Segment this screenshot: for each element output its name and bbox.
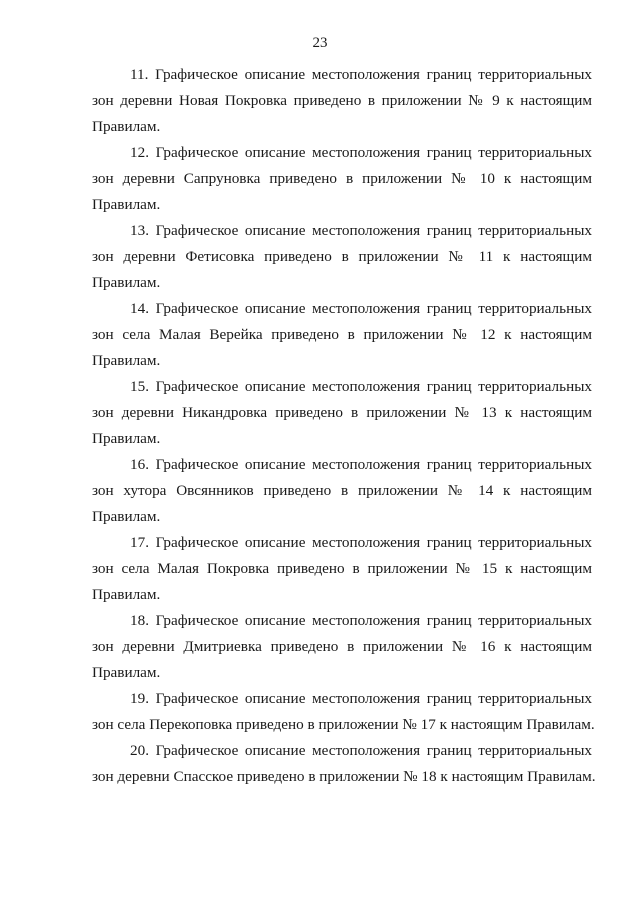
paragraph-line: Правилам. <box>92 118 161 135</box>
paragraph-12 <box>92 140 592 218</box>
paragraph-line: зон деревни Новая Покровка приведено в приложении № 9 к настоящим <box>92 92 592 109</box>
paragraph-line: зон деревни Сапруновка приведено в приложении № 10 к настоящим <box>92 170 592 187</box>
paragraph-18 <box>92 608 592 686</box>
paragraph-line: 14. Графическое описание местоположения границ территориальных <box>130 300 592 317</box>
paragraph-line: Правилам. <box>92 274 161 291</box>
paragraph-11 <box>92 62 592 140</box>
paragraph-line: Правилам. <box>92 508 161 525</box>
paragraph-line: Правилам. <box>92 664 161 681</box>
paragraph-line: 12. Графическое описание местоположения границ территориальных <box>130 144 592 161</box>
paragraph-line: зон села Малая Покровка приведено в приложении № 15 к настоящим <box>92 560 592 577</box>
paragraph-line: зон деревни Никандровка приведено в приложении № 13 к настоящим <box>92 404 592 421</box>
paragraph-line: 17. Графическое описание местоположения границ территориальных <box>130 534 592 551</box>
paragraph-line: 15. Графическое описание местоположения границ территориальных <box>130 378 592 395</box>
paragraph-20 <box>92 738 596 790</box>
page-number: 23 <box>312 35 328 51</box>
paragraph-line: 11. Графическое описание местоположения границ территориальных <box>130 66 592 83</box>
paragraph-line: 20. Графическое описание местоположения границ территориальных <box>130 742 592 759</box>
paragraph-line: 16. Графическое описание местоположения границ территориальных <box>130 456 592 473</box>
paragraph-line: Правилам. <box>92 586 161 603</box>
paragraph-13 <box>92 218 592 296</box>
paragraph-line: зон деревни Спасское приведено в приложении № 18 к настоящим Правилам. <box>92 768 596 785</box>
paragraph-line: зон села Малая Верейка приведено в приложении № 12 к настоящим <box>92 326 592 343</box>
paragraph-14 <box>92 296 592 374</box>
paragraph-line: 18. Графическое описание местоположения границ территориальных <box>130 612 592 629</box>
paragraph-16 <box>92 452 592 530</box>
paragraph-17 <box>92 530 592 608</box>
paragraph-line: 19. Графическое описание местоположения границ территориальных <box>130 690 592 707</box>
paragraph-15 <box>92 374 592 452</box>
document-body <box>92 62 596 790</box>
paragraph-line: зон деревни Фетисовка приведено в приложении № 11 к настоящим <box>92 248 592 265</box>
paragraph-line: 13. Графическое описание местоположения границ территориальных <box>130 222 592 239</box>
paragraph-line: Правилам. <box>92 352 161 369</box>
paragraph-line: зон хутора Овсянников приведено в приложении № 14 к настоящим <box>92 482 592 499</box>
paragraph-line: зон деревни Дмитриевка приведено в приложении № 16 к настоящим <box>92 638 592 655</box>
paragraph-19 <box>92 686 595 738</box>
paragraph-line: Правилам. <box>92 430 161 447</box>
paragraph-line: Правилам. <box>92 196 161 213</box>
paragraph-line: зон села Перекоповка приведено в приложении № 17 к настоящим Правилам. <box>92 716 595 733</box>
